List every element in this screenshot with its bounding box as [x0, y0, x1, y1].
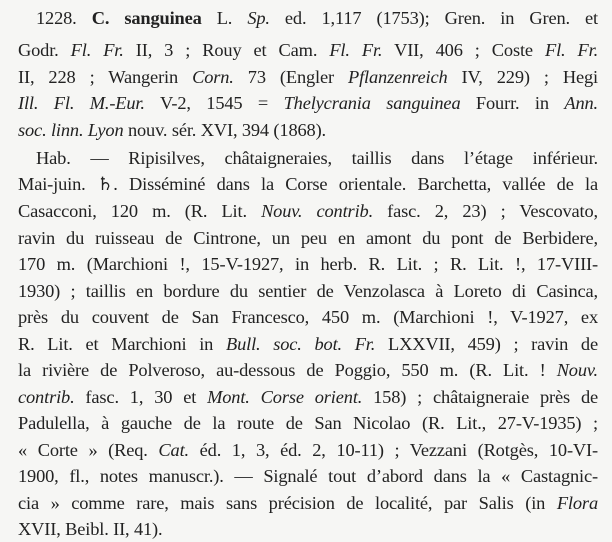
text-run: ed. 1,117 (1753); Gren. in Gren. et [269, 8, 598, 28]
italic-text: Fl. Fr. [544, 40, 599, 60]
habitat-line-15 [18, 516, 598, 542]
habitat-line-14 [18, 490, 598, 516]
text-run: 1900, fl., notes manuscr.). — Signalé tout d’abord dans la « Castagnic- [18, 466, 598, 486]
text-run: 1930) ; taillis en bordure du sentier de Venzolasca à Loreto di Casinca, [18, 281, 598, 301]
italic-text: Pflanzenreich [348, 67, 448, 87]
text-run: « Corte » (Req. [18, 440, 159, 460]
entry-line-1 [36, 5, 598, 31]
text-run: nouv. sér. XVI, 394 (1868). [123, 120, 326, 140]
italic-text: Ill. Fl. M.-Eur. [18, 93, 145, 113]
habitat-line-12 [18, 437, 598, 463]
italic-text: Fl. Fr. [329, 40, 383, 60]
habitat-line-6 [18, 278, 598, 304]
text-run: la rivière de Polveroso, au-dessous de Poggio, 550 m. (R. Lit. ! [18, 360, 557, 380]
italic-text: Mont. Corse orient. [207, 387, 363, 407]
entry-line-3 [18, 64, 598, 90]
text-run: VII, 406 ; Coste [382, 40, 545, 60]
habitat-line-13 [18, 463, 598, 489]
italic-text: soc. linn. Lyon [18, 120, 124, 140]
text-run: Mai-juin. ♄. Disséminé dans la Corse orientale. Barchetta, vallée de la [18, 174, 598, 194]
entry-line-4 [18, 90, 598, 116]
text-run: près du couvent de San Francesco, 450 m. (Marchioni !, V-1927, ex [18, 307, 598, 327]
text-run: 158) ; châtaigneraie près de [362, 387, 598, 407]
italic-text: Thelycrania sanguinea [283, 93, 461, 113]
text-run: Godr. [18, 40, 71, 60]
text-run: 1228. [36, 8, 92, 28]
text-run: Padulella, à gauche de la route de San Nicolao (R. Lit., 27-V-1935) ; [18, 413, 598, 433]
italic-text: Flora [556, 493, 598, 513]
italic-text: Sp. [247, 8, 270, 28]
habitat-line-2 [18, 171, 598, 197]
text-run: Hab. — Ripisilves, châtaigneraies, taillis dans l’étage inférieur. [36, 148, 598, 168]
bold-text: C. sanguinea [91, 8, 202, 28]
habitat-line-8 [18, 331, 598, 357]
text-run: IV, 229) ; Hegi [447, 67, 598, 87]
text-run: LXXVII, 459) ; ravin de [375, 334, 598, 354]
habitat-line-7 [18, 304, 598, 330]
text-run: fasc. 1, 30 et [74, 387, 208, 407]
italic-text: Cat. [158, 440, 189, 460]
text-run: 170 m. (Marchioni !, 15-V-1927, in herb. R. Lit. ; R. Lit. !, 17-VIII- [18, 254, 598, 274]
habitat-line-4 [18, 225, 598, 251]
italic-text: contrib. [18, 387, 75, 407]
text-run: II, 228 ; Wangerin [18, 67, 193, 87]
text-run: R. Lit. et Marchioni in [18, 334, 226, 354]
italic-text: Corn. [192, 67, 234, 87]
text-run: L. [201, 8, 248, 28]
italic-text: Bull. soc. bot. Fr. [225, 334, 376, 354]
text-run: Fourr. in [460, 93, 565, 113]
habitat-line-10 [18, 384, 598, 410]
habitat-line-11 [18, 410, 598, 436]
text-run: Casacconi, 120 m. (R. Lit. [18, 201, 262, 221]
italic-text: Nouv. [556, 360, 598, 380]
text-run: éd. 1, 3, éd. 2, 10-11) ; Vezzani (Rotgès, 10-VI- [189, 440, 598, 460]
entry-line-5 [18, 117, 598, 143]
text-run: 73 (Engler [233, 67, 348, 87]
habitat-line-5 [18, 251, 598, 277]
italic-text: Fl. Fr. [70, 40, 124, 60]
habitat-line-1 [36, 145, 598, 171]
text-run: ravin du ruisseau de Cintrone, un peu en amont du pont de Berbidere, [18, 228, 598, 248]
text-run: XVII, Beibl. II, 41). [18, 519, 163, 539]
text-run: cia » comme rare, mais sans précision de localité, par Salis (in [18, 493, 557, 513]
entry-line-2 [18, 37, 598, 63]
text-run: II, 3 ; Rouy et Cam. [123, 40, 330, 60]
habitat-line-3 [18, 198, 598, 224]
habitat-line-9 [18, 357, 598, 383]
text-run: V-2, 1545 = [144, 93, 284, 113]
italic-text: Nouv. contrib. [261, 201, 374, 221]
italic-text: Ann. [564, 93, 598, 113]
text-run: fasc. 2, 23) ; Vescovato, [373, 201, 599, 221]
